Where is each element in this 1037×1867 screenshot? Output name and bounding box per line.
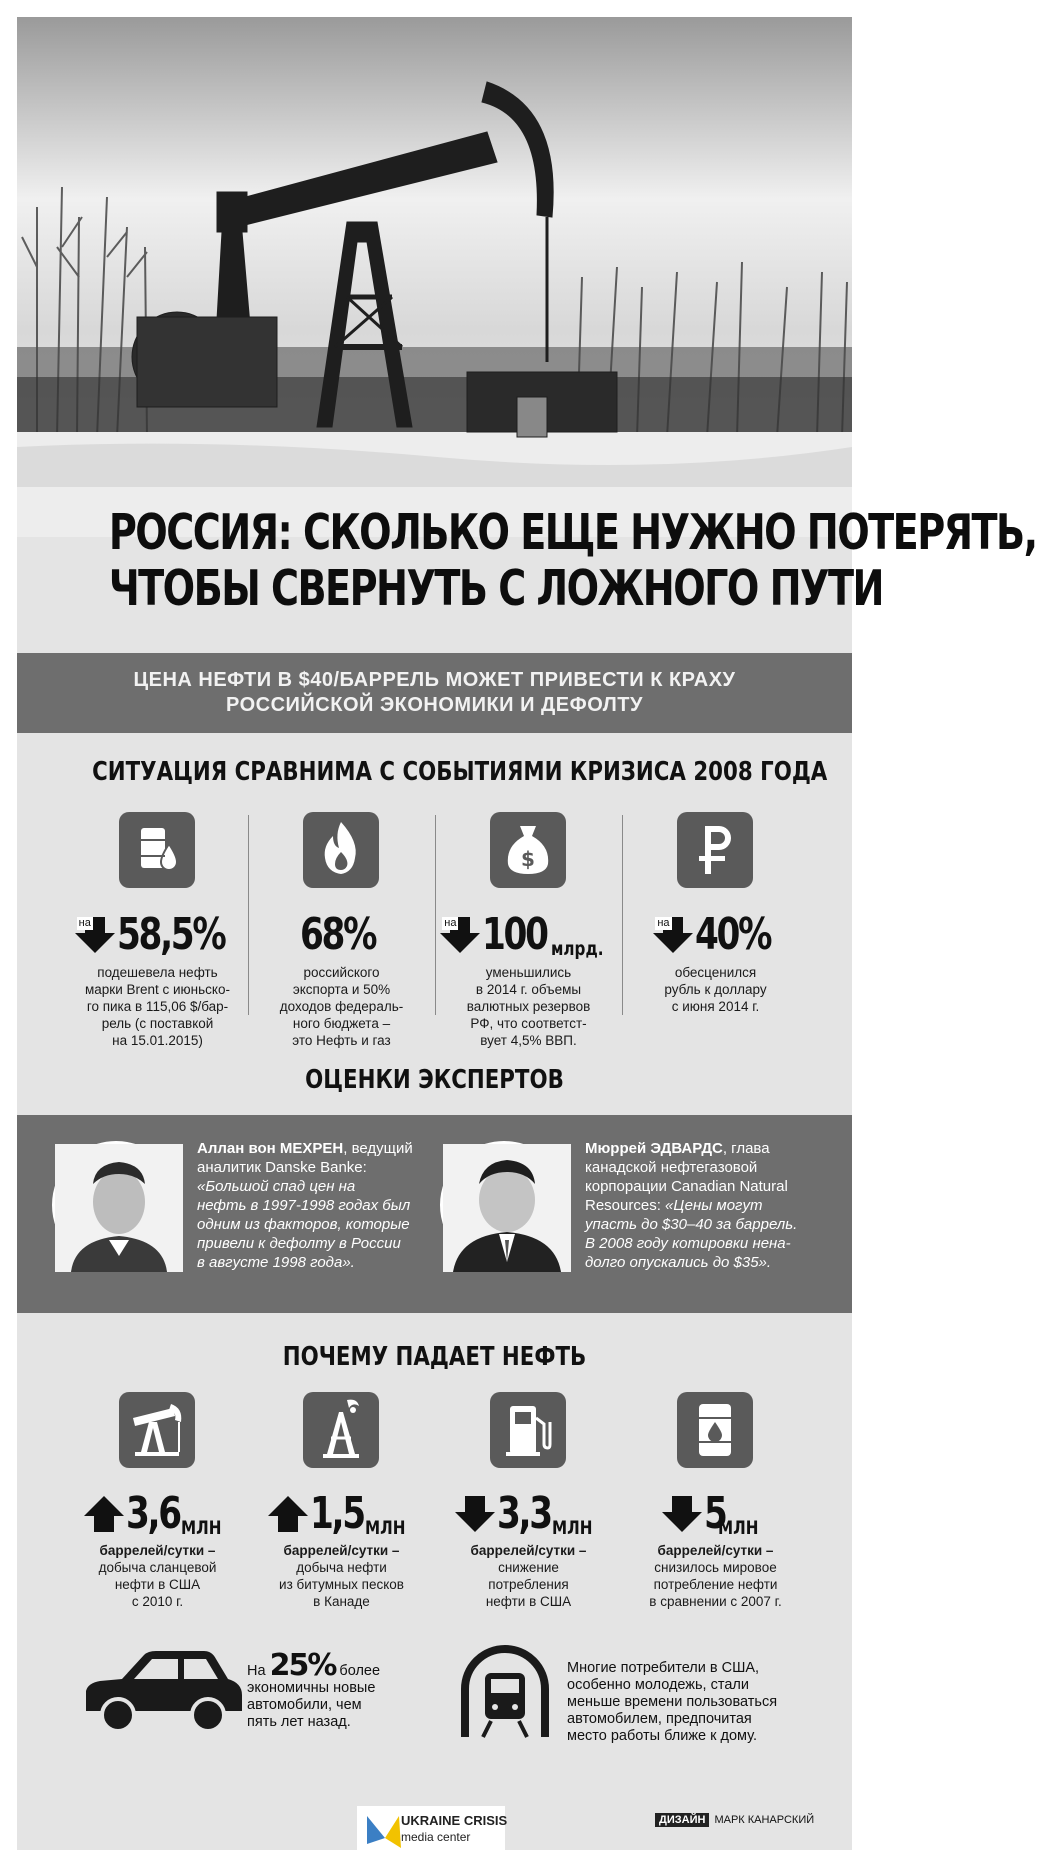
arrow-down-icon: на: [653, 917, 693, 953]
fact-young-consumers: Многие потребители в США, особенно молодежь, стали меньше времени пользоваться автомобилем, предпочитая место работы ближе к дому.: [567, 1660, 778, 1744]
reason-stat: 5МЛН: [623, 1488, 808, 1539]
oil-barrel-drop-icon: [119, 812, 195, 888]
crisis-stat: 68%: [300, 909, 376, 960]
crisis-heading: СИТУАЦИЯ СРАВНИМА С СОБЫТИЯМИ КРИЗИСА 2008 ГОДА: [92, 757, 828, 787]
expert-quote-edwards: Мюррей ЭДВАРДС, глава канадской нефтегазовой корпорации Canadian Natural Resources: «Цены могут упасть до $30–40 за баррель. В 2008 году котировки нена- долго опускались до $35».: [585, 1140, 798, 1271]
reason-desc: баррелей/сутки – снижение потребления нефти в США: [470, 1543, 587, 1609]
expert-quote-mehren: Аллан вон МЕХРЕН, ведущий аналитик Danske Banke: «Большой спад цен на нефть в 1997-1998 годах был одним из факторов, которые привели к дефолту в России в августе 1998 года».: [197, 1140, 413, 1271]
oil-barrel-icon: [677, 1392, 753, 1468]
arrow-down-icon: [455, 1496, 495, 1532]
experts-heading: ОЦЕНКИ ЭКСПЕРТОВ: [305, 1065, 564, 1095]
svg-text:$: $: [521, 847, 535, 871]
reasons-heading: ПОЧЕМУ ПАДАЕТ НЕФТЬ: [282, 1342, 587, 1372]
crisis-stat: на 40%: [623, 909, 808, 960]
pumpjack-icon: [119, 1392, 195, 1468]
banner-line-1: ЦЕНА НЕФТИ В $40/БАРРЕЛЬ МОЖЕТ ПРИВЕСТИ К КРАХУ: [133, 669, 736, 691]
crisis-desc: уменьшились в 2014 г. объемы валютных резервов РФ, что соответст- вует 4,5% ВВП.: [466, 965, 591, 1048]
reason-desc: баррелей/сутки – снизилось мировое потребление нефти в сравнении с 2007 г.: [649, 1543, 782, 1609]
subtitle-banner: [17, 653, 852, 733]
money-bag-icon: [490, 812, 566, 888]
title-line-2: ЧТОБЫ СВЕРНУТЬ С ЛОЖНОГО ПУТИ: [108, 560, 883, 617]
arrow-down-icon: на: [75, 917, 115, 953]
pumpjack-photo: [17, 17, 852, 537]
experts-panel: [17, 1115, 852, 1313]
crisis-desc: подешевела нефть марки Brent с июньско- го пика в 115,06 $/бар- рель (с поставкой на 15.01.2015): [85, 965, 230, 1048]
banner-line-2: РОССИЙСКОЙ ЭКОНОМИКИ И ДЕФОЛТУ: [226, 694, 643, 716]
hero-photo: [17, 17, 852, 537]
oil-derrick-icon: [303, 1392, 379, 1468]
reason-stat: 1,5МЛН: [249, 1488, 434, 1539]
arrow-up-icon: [268, 1496, 308, 1532]
arrow-down-icon: на: [440, 917, 480, 953]
crisis-desc: российского экспорта и 50% доходов федераль- ного бюджета – это Нефть и газ: [279, 965, 404, 1048]
page-title: [108, 504, 1037, 617]
crisis-stat: на 58,5%: [65, 909, 250, 960]
reason-desc: баррелей/сутки – добыча нефти из битумных песков в Канаде: [279, 1543, 404, 1609]
title-line-1: РОССИЯ: СКОЛЬКО ЕЩЕ НУЖНО ПОТЕРЯТЬ,: [108, 504, 1037, 561]
crisis-desc: обесценился рубль к доллару с июня 2014 г.: [664, 965, 767, 1014]
design-credit: ДИЗАЙН МАРК КАНАРСКИЙ: [655, 1814, 814, 1826]
ruble-icon: [677, 812, 753, 888]
crisis-stat: на 100 млрд.: [436, 909, 621, 960]
fact-cars: На 25% более экономичны новые автомобили, чем пять лет назад.: [247, 1648, 381, 1730]
fuel-pump-icon: [490, 1392, 566, 1468]
car-icon: [80, 1645, 246, 1735]
infographic: [17, 17, 1037, 1850]
ukraine-crisis-logo: UKRAINE CRISIS media center: [357, 1806, 505, 1850]
avatar: [440, 1141, 568, 1269]
metro-train-icon: [457, 1645, 553, 1741]
avatar: [52, 1141, 180, 1269]
reason-stat: 3,3МЛН: [436, 1488, 621, 1539]
logo-mark-icon: [361, 1808, 405, 1852]
reason-stat: 3,6МЛН: [65, 1488, 250, 1539]
flame-icon: [303, 812, 379, 888]
reason-desc: баррелей/сутки – добыча сланцевой нефти в США с 2010 г.: [98, 1543, 217, 1609]
arrow-up-icon: [84, 1496, 124, 1532]
arrow-down-icon: [662, 1496, 702, 1532]
